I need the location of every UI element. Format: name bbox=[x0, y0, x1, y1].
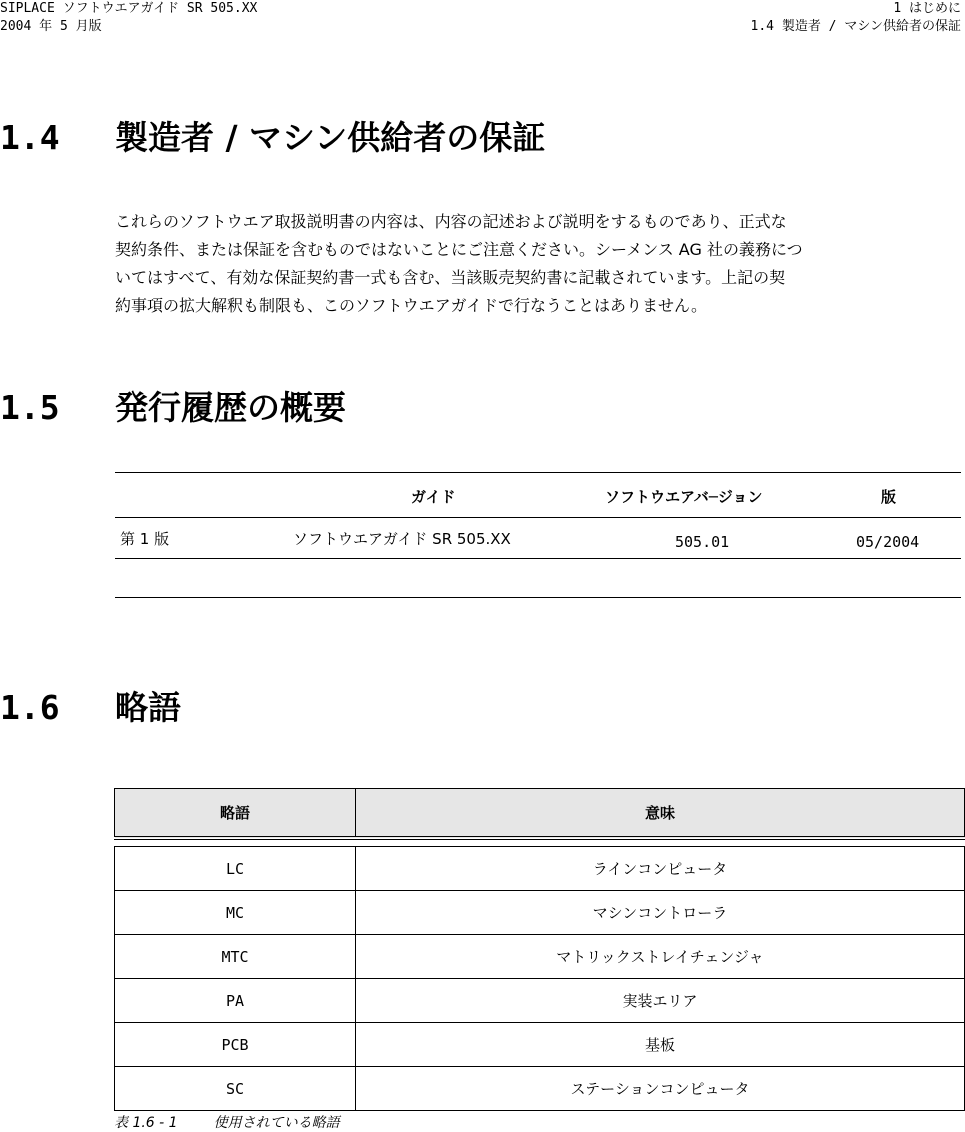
meaning-cell: ラインコンピュータ bbox=[356, 847, 965, 891]
history-cell-guide: ソフトウエアガイド SR 505.XX bbox=[293, 530, 511, 548]
table-row bbox=[115, 847, 965, 891]
warranty-paragraph bbox=[115, 208, 965, 320]
paragraph-line: これらのソフトウエア取扱説明書の内容は、内容の記述および説明をするものであり、正式な bbox=[115, 212, 787, 231]
column-header-software-version: ソフトウエアバ─ジョン bbox=[605, 488, 763, 506]
header-document-title: SIPLACE ソフトウエアガイド SR 505.XX bbox=[0, 1, 258, 16]
section-title: 製造者 / マシン供給者の保証 bbox=[115, 118, 546, 157]
section-number: 1.5 bbox=[0, 388, 60, 427]
meaning-cell: マトリックストレイチェンジャ bbox=[356, 935, 965, 979]
meaning-cell: ステーションコンピュータ bbox=[356, 1067, 965, 1111]
header-spacer bbox=[115, 838, 965, 847]
caption-text: 使用されている略語 bbox=[213, 1115, 340, 1131]
table-header-rule bbox=[115, 517, 961, 518]
history-cell-version: 505.01 bbox=[675, 533, 730, 551]
paragraph-line: 約事項の拡大解釈も制限も、このソフトウエアガイドで行なうことはありません。 bbox=[115, 296, 708, 315]
paragraph-line: いてはすべて、有効な保証契約書一式も含む、当該販売契約書に記載されています。上記の契 bbox=[115, 268, 786, 287]
abbreviation-table bbox=[114, 788, 964, 1111]
caption-label: 表 1.6 - 1 bbox=[114, 1115, 178, 1131]
table-row-rule bbox=[115, 558, 961, 559]
column-header-edition: 版 bbox=[881, 488, 897, 506]
table-top-rule bbox=[115, 472, 961, 473]
header-section: 1.4 製造者 / マシン供給者の保証 bbox=[750, 19, 961, 34]
abbreviation-cell: MC bbox=[115, 891, 356, 935]
column-header-abbreviation: 略語 bbox=[115, 789, 356, 839]
section-title: 略語 bbox=[115, 688, 181, 727]
paragraph-line: 契約条件、または保証を含むものではないことにご注意ください。シーメンス AG 社の義務につ bbox=[115, 240, 803, 259]
table-row bbox=[115, 1023, 965, 1067]
meaning-cell: 基板 bbox=[356, 1023, 965, 1067]
abbreviation-cell: SC bbox=[115, 1067, 356, 1111]
column-header-meaning: 意味 bbox=[356, 789, 965, 839]
meaning-cell: マシンコントローラ bbox=[356, 891, 965, 935]
abbreviation-cell: PA bbox=[115, 979, 356, 1023]
abbreviation-cell: LC bbox=[115, 847, 356, 891]
section-number: 1.6 bbox=[0, 688, 60, 727]
header-chapter: 1 はじめに bbox=[893, 1, 961, 16]
table-row bbox=[115, 979, 965, 1023]
header-edition-date: 2004 年 5 月版 bbox=[0, 19, 102, 34]
table-row bbox=[115, 935, 965, 979]
abbreviation-cell: PCB bbox=[115, 1023, 356, 1067]
section-number: 1.4 bbox=[0, 118, 60, 157]
table-bottom-rule bbox=[115, 597, 961, 598]
section-title: 発行履歴の概要 bbox=[115, 388, 346, 427]
revision-history-table bbox=[115, 472, 961, 598]
column-header-guide: ガイド bbox=[411, 488, 456, 506]
history-cell-edition-no: 第 1 版 bbox=[120, 530, 170, 548]
history-cell-date: 05/2004 bbox=[856, 533, 920, 551]
table-row bbox=[115, 891, 965, 935]
meaning-cell: 実装エリア bbox=[356, 979, 965, 1023]
abbreviation-cell: MTC bbox=[115, 935, 356, 979]
table-row bbox=[115, 1067, 965, 1111]
table-caption bbox=[114, 1112, 340, 1132]
